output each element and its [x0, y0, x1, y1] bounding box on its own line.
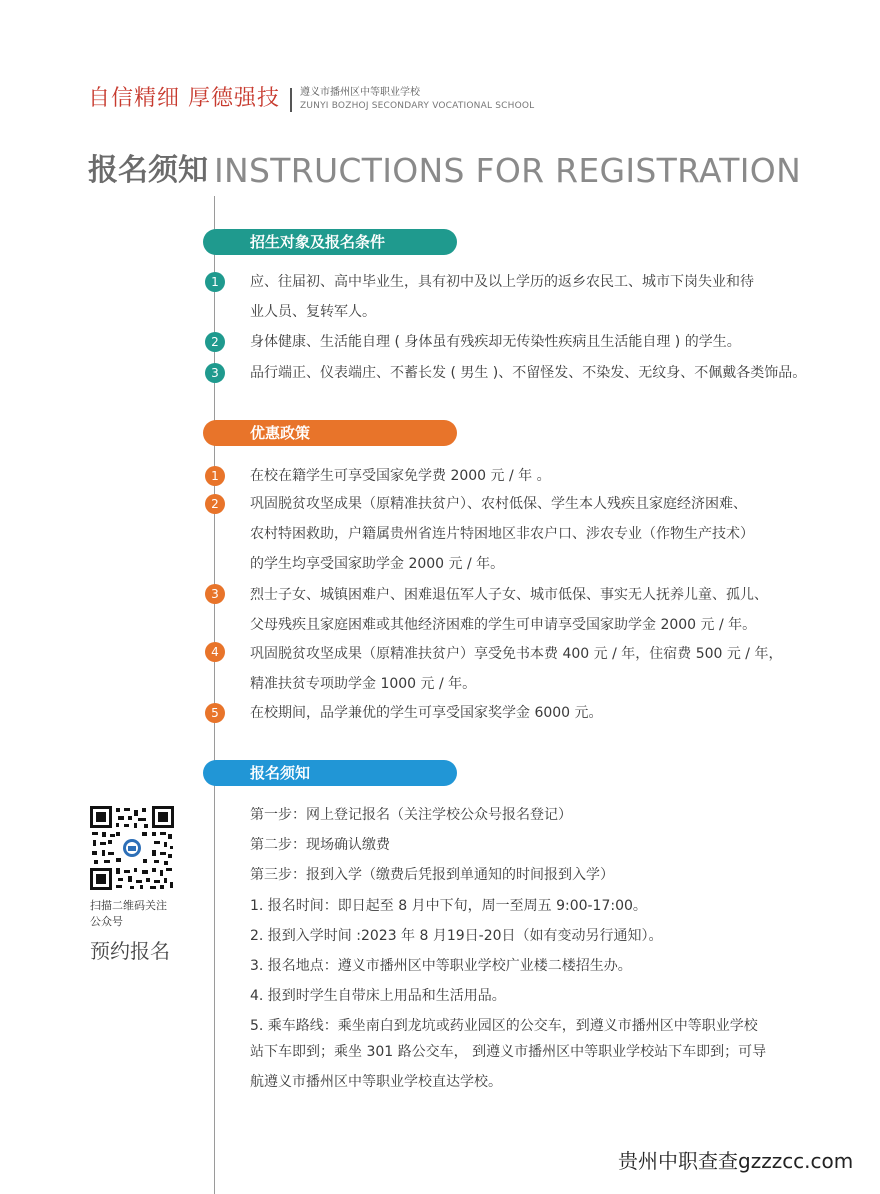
- qr-caption-line: 公众号: [90, 915, 123, 928]
- list-item: [250, 580, 810, 640]
- item-line: 烈士子女、城镇困难户、困难退伍军人子女、城市低保、事实无人抚养儿童、孤儿、: [250, 587, 768, 603]
- item-line: 在校在籍学生可享受国家免学费 2000 元 / 年 。: [250, 468, 551, 484]
- list-item: [250, 461, 810, 491]
- item-line: 在校期间，品学兼优的学生可享受国家奖学金 6000 元。: [250, 705, 603, 721]
- section-heading-eligibility: 招生对象及报名条件: [203, 229, 457, 255]
- list-item: [250, 489, 810, 579]
- item-line: 身体健康、生活能自理 ( 身体虽有残疾却无传染性疾病且生活能自理 ) 的学生。: [250, 334, 741, 350]
- registration-line: 航遵义市播州区中等职业学校直达学校。: [250, 1074, 502, 1090]
- school-name-cn: 遵义市播州区中等职业学校: [300, 87, 420, 98]
- list-item: [250, 267, 810, 327]
- school-name-en: ZUNYI BOZHOJ SECONDARY VOCATIONAL SCHOOL: [300, 101, 535, 111]
- header-slogan: 自信精细 厚德强技: [88, 86, 280, 111]
- item-line: 应、往届初、高中毕业生，具有初中及以上学历的返乡农民工、城市下岗失业和待: [250, 274, 754, 290]
- qr-code-icon[interactable]: [90, 806, 174, 890]
- item-line: 农村特困救助，户籍属贵州省连片特困地区非农户口、涉农专业（作物生产技术）: [250, 526, 754, 542]
- item-line: 巩固脱贫攻坚成果（原精准扶贫户）享受免书本费 400 元 / 年，住宿费 500 元 / 年，: [250, 646, 783, 662]
- qr-call-to-action: 预约报名: [90, 939, 170, 963]
- item-number: 2: [205, 332, 225, 352]
- registration-line: 4. 报到时学生自带床上用品和生活用品。: [250, 988, 506, 1004]
- item-number: 2: [205, 494, 225, 514]
- item-line: 业人员、复转军人。: [250, 304, 376, 320]
- item-number: 5: [205, 703, 225, 723]
- registration-line: 第一步：网上登记报名（关注学校公众号报名登记）: [250, 807, 572, 823]
- page-title: [88, 150, 801, 192]
- section-heading-registration: 报名须知: [203, 760, 457, 786]
- registration-line: 第二步：现场确认缴费: [250, 837, 390, 853]
- registration-line: 2. 报到入学时间 :2023 年 8 月19日-20日（如有变动另行通知）。: [250, 928, 663, 944]
- header-divider: [290, 88, 292, 112]
- item-line: 品行端正、仪表端庄、不蓄长发 ( 男生 )、不留怪发、不染发、无纹身、不佩戴各类饰品。: [250, 365, 807, 381]
- item-line: 父母残疾且家庭困难或其他经济困难的学生可申请享受国家助学金 2000 元 / 年。: [250, 617, 757, 633]
- item-line: 精准扶贫专项助学金 1000 元 / 年。: [250, 676, 477, 692]
- item-number: 4: [205, 642, 225, 662]
- list-item: [250, 358, 810, 388]
- item-number: 1: [205, 466, 225, 486]
- item-line: 巩固脱贫攻坚成果（原精准扶贫户）、农村低保、学生本人残疾且家庭经济困难、: [250, 496, 747, 512]
- list-item: [250, 698, 810, 728]
- item-number: 1: [205, 272, 225, 292]
- list-item: [250, 327, 810, 357]
- item-line: 的学生均享受国家助学金 2000 元 / 年。: [250, 556, 505, 572]
- registration-line: 第三步：报到入学（缴费后凭报到单通知的时间报到入学）: [250, 867, 614, 883]
- registration-line: 5. 乘车路线：乘坐南白到龙坑或药业园区的公交车，到遵义市播州区中等职业学校: [250, 1018, 758, 1034]
- item-number: 3: [205, 584, 225, 604]
- registration-line: 3. 报名地点：遵义市播州区中等职业学校广业楼二楼招生办。: [250, 958, 632, 974]
- list-item: [250, 639, 810, 699]
- qr-caption: [90, 898, 190, 930]
- registration-line: 站下车即到；乘坐 301 路公交车， 到遵义市播州区中等职业学校站下车即到；可导: [250, 1044, 767, 1060]
- page-title-en: INSTRUCTIONS FOR REGISTRATION: [214, 151, 802, 190]
- section-heading-policy: 优惠政策: [203, 420, 457, 446]
- page-title-cn: 报名须知: [88, 153, 208, 188]
- registration-line: 1. 报名时间：即日起至 8 月中下旬，周一至周五 9:00-17:00。: [250, 898, 647, 914]
- watermark-text: 贵州中职查查gzzzcc.com: [618, 1149, 854, 1173]
- qr-caption-line: 扫描二维码关注: [90, 899, 167, 912]
- item-number: 3: [205, 363, 225, 383]
